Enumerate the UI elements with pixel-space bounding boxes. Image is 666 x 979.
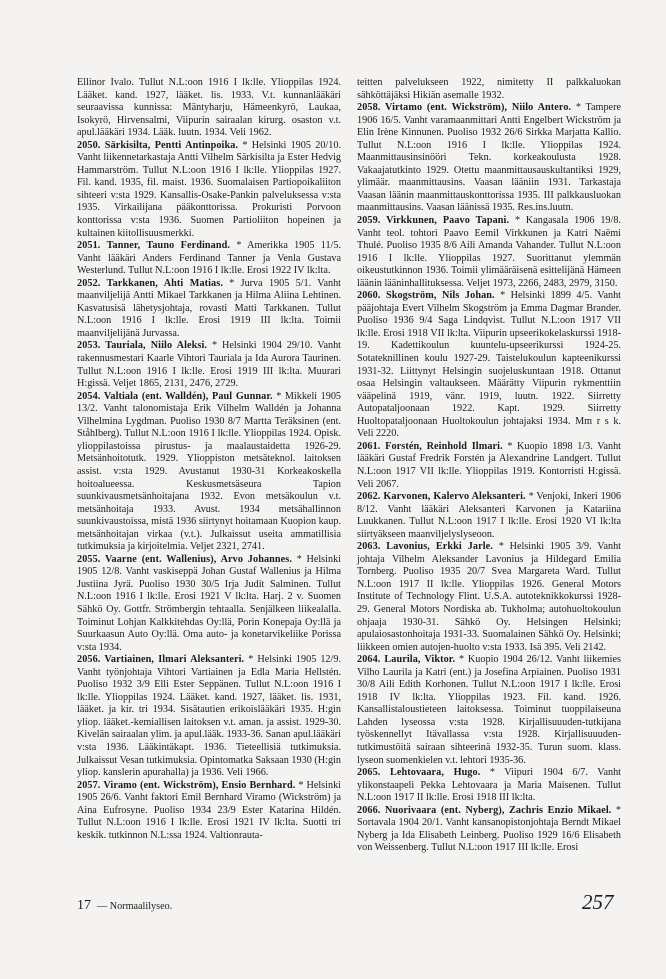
entry-text: * Viipuri 1904 6/7. Vanht ylikonstaapeli Pekka Lehtovaara ja Maria Maisenen. Tullut N.L:oon 1917 II lk:lle. Erosi 1918 III lk:lta. <box>357 767 621 804</box>
biography-entry <box>77 140 341 240</box>
biography-entry <box>357 215 621 290</box>
biography-entry <box>77 654 341 779</box>
entry-text: Ellinor Ivalo. Tullut N.L:oon 1916 I lk:lle. Ylioppilas 1924. Lääket. kand. 1927, lääket. lis. 1933. V.t. kunnanlääkäri seuraavissa kunnissa: Mäntyharju, Hämeenkyrö, Laukaa, Isokyrö, Hirvensalmi, Viipurin sairaalan kirurg. osaston v.t. apul.lääkäri 1934. Lääk. luutn. 1934. Veli 1962. <box>77 77 341 139</box>
entry-text: * Mikkeli 1905 13/2. Vanht talonomistaja Erik Vilhelm Walldén ja Johanna Vilhelmina Lygdman. Puoliso 1930 8/7 Martta Teräksinen (ent. Ståhlberg). Tullut N.L:oon 1916 I lk:lle. Ylioppilas 1924. Opisk. ylioppilastoissa pirustus- ja maalaustaidetta 1926-29. Metsänhoitotutk. 1929. Ylioppiston metsäteknol. laitoksen assist. v:sta 1929. Avustanut 1930-31 Korkeakoskella hoitoalueessa. Keskusmetsäseura Tapion suunkivausmetsänhoitajana 1932. Evon metsäkoulun v.t. metsänhoitaja 1933. Avust. 1934 metsähallinnon suunkivaustoissa, mistä 1936 siirtynyt hoitamaan Kuopion kaup. metsänhoitajan virkaa (v.t.). Julkaissut useita ammatillisia tutkimuksia ja kirjoitelmia. Veljet 2321, 2741. <box>77 390 342 553</box>
entry-heading: 2064. Laurila, Viktor. <box>357 654 456 666</box>
entry-heading: 2050. Särkisilta, Pentti Antinpoika. <box>77 139 239 151</box>
biography-entry <box>357 290 621 441</box>
biography-entry <box>357 805 621 855</box>
biography-entry <box>357 541 621 654</box>
biography-entry <box>77 391 341 554</box>
entry-text: * Helsinki 1905 12/9. Vanht työnjohtaja Vihtori Vartiainen ja Edla Maria Hellstén. Puoliso 1932 3/9 Elli Ester Seppänen. Tullut N.L:oon 1916 I lk:lle. Ylioppilas 1924. Lääket. kand. 1927, lääket. lis. 1931, lääket. ja kir. tri 1934. Sisätautien erikoislääkäri 1935. H:gin yliop. lääket.-kemiallisen laitoksen v.t. aman. ja assist. 1929-30. Kivelän sairaalan ylim. ja apul.lääk. 1933-36. Sanan apul.lääkäri v:sta 1936. Lääkintäkapt. 1936. Tieteellisiä tutkimuksia. Julkaissut Vesan tutkimuksia. Opintomatka Saksaan 1930 (H:gin yliop. kanslerin apurahalla) ja 1936. Veli 1966. <box>77 654 341 779</box>
signature-line <box>77 898 172 914</box>
entry-text: teitten palvelukseen 1922, nimitetty II palkkaluokan sähköttäjäksi Hikiän asemalle 1932. <box>357 77 621 101</box>
entry-heading: 2057. Viramo (ent. Wickström), Ensio Bernhard. <box>77 779 296 791</box>
biography-entry <box>77 340 341 390</box>
signature-text: — Normaalilyseo. <box>97 901 173 912</box>
right-column <box>357 77 621 855</box>
biography-entry <box>77 278 341 341</box>
left-column <box>77 77 341 842</box>
entry-text: * Helsinki 1905 20/10. Vanht liikennetarkastaja Antti Vilhelm Särkisilta ja Ester Hedvig Hammarström. Tullut N.L:oon 1916 I lk:lle. Ylioppilas 1927. Fil. kand. 1935, fil. maist. 1936. Suomalaisen Partiopoikaliiton sihteeri v:sta 1929. Kansallis-Osake-Pankin palveluksessa v:sta 1935. Virkailijana pääkonttorissa. Prokuristi Porvoon konttorissa v:sta 1936. Suomen Partioliiton hopeinen ja kultainen kiitollisuusmerkki. <box>77 139 341 239</box>
entry-heading: 2058. Virtamo (ent. Wickström), Niilo Antero. <box>357 102 572 114</box>
entry-text: * Venjoki, Inkeri 1906 8/12. Vanht lääkäri Aleksanteri Karvonen ja Katariina Luukkanen. Tullut N.L:oon 1917 I lk:lle. Erosi 1920 VI lk:lta siirtyäkseen maanviljelyslyseoon. <box>357 491 622 540</box>
entry-heading: 2065. Lehtovaara, Hugo. <box>357 767 481 779</box>
entry-heading: 2060. Skogström, Nils Johan. <box>357 290 495 302</box>
biography-entry <box>357 654 621 767</box>
entry-text: * Helsinki 1899 4/5. Vanht pääjohtaja Evert Vilhelm Skogström ja Emma Dagmar Brander. Puoliso 1936 9/4 Saga Lindqvist. Tullut N.L:oon 1917 VII lk:lle. Erosi 1918 VII lk:lta. Viipurin upseerikokelaskurssi 1918-19. Kadettikoulun kuuntelu-upseerikurssi 1924-25. Sotateknillinen koulu 1927-29. Taistelukoulun kapteenikurssi 1931-32. Liittynyt Helsingin suojeluskuntaan 1918. Ottanut osaa Helsingin valtaukseen. Määrätty Viipurin rykmenttiin vääpelinä 1919, vänr. 1919, luutn. 1922. Siirretty Autopataljoonaan 1922. Kapt. 1929. Siirretty Huoltopataljoonaan Huoltokoulun johtajaksi 1934. Mm r s k. Veli 2220. <box>357 290 622 440</box>
entry-heading: 2059. Virkkunen, Paavo Tapani. <box>357 215 510 227</box>
entry-text: * Tampere 1906 16/5. Vanht varamaanmittari Antti Engelbert Wickström ja Elin Irène Kinnunen. Puoliso 1932 26/6 Sirkka Marjatta Kallio. Tullut N.L:oon 1916 I lk:lle. Ylioppilas 1924. Maanmittausinsinööri Tekn. korkeakoulusta 1928. Vakaajatutkinto 1929. Otettu maanmittausauskultantiksi 1929, ylimäär. maanmittausins. Vaasan lääniin 1931. Tarkastaja Vaasan läänin maanmittauskonttorissa 1935. III palkkausluokan maanmittausins. Vaasan läänissä 1935. Res.ins.luutn. <box>357 102 621 214</box>
entry-heading: 2063. Lavonius, Erkki Jarle. <box>357 541 493 553</box>
entry-heading: 2051. Tanner, Tauno Ferdinand. <box>77 240 231 252</box>
entry-text: * Helsinki 1905 3/9. Vanht johtaja Vilhelm Aleksander Lavonius ja Hildegard Emilia Tornberg. Puoliso 1935 20/7 Svea Margareta Ward. Tullut N.L:oon 1917 II lk:lle. Ylioppilas 1926. General Motors Institute of Technology Flint. U.S.A. autoteknikkokurssi 1928-29. General Motors Nordiska ab. Tukholma; autohuoltokoulun ohjaaja 1930-31. Sähkö Oy. Helsingen Helsinki; apulaiosastonhoitaja 1931-33. Suomalainen Sähkö Oy. Helsinki; liikkeen omien autojen-huolto v:sta 1933. Isä 395. Veli 2142. <box>357 541 622 653</box>
page-number: 257 <box>582 890 614 914</box>
entry-text: * Helsinki 1905 12/8. Vanht vaskiseppä Johan Gustaf Wallenius ja Hilma Justiina Jyrä. Puoliso 1930 30/5 Irja Judit Salminen. Tullut N.L:oon 1916 I lk:lle. Erosi 1921 V lk:lta. Harj. 2 v. Suomen Sähkö Oy. Gottfr. Strömbergin tehtaalla. Senjälkeen liikealalla. Toiminut Lohjan Kalkkitehdas Oy:llä, Porin Konepaja Oy:llä ja Suurkaasun Auto Oy:llä. Oma auto- ja konetarvikeliike Porissa v:sta 1934. <box>77 553 341 653</box>
biography-entry <box>357 491 621 541</box>
entry-heading: 2055. Vaarne (ent. Wallenius), Arvo Johannes. <box>77 553 293 565</box>
entry-heading: 2062. Karvonen, Kalervo Aleksanteri. <box>357 491 526 503</box>
entry-heading: 2054. Valtiala (ent. Walldén), Paul Gunnar. <box>77 390 273 402</box>
entry-heading: 2066. Nuorivaara (ent. Nyberg), Zachris Enzio Mikael. <box>357 804 612 816</box>
entry-heading: 2061. Forstén, Reinhold Ilmari. <box>357 440 503 452</box>
biography-entry <box>77 77 341 140</box>
signature-number: 17 <box>77 898 91 913</box>
biography-entry <box>357 77 621 102</box>
entry-text: * Kuopio 1898 1/3. Vanht lääkäri Gustaf Fredrik Forstén ja Alexandrine Landgert. Tullut N.L:oon 1917 VII lk:lle. Ylioppilas 1919. Kontorristi H:gissä. Veli 2067. <box>357 440 621 490</box>
entry-text: * Kangasala 1906 19/8. Vanht teol. tohtori Paavo Eemil Virkkunen ja Katri Naëmi Thulé. Puoliso 1935 8/6 Aili Amanda Vahander. Tullut N.L:oon 1916 I lk:lle. Ylioppilas 1927. Suorittanut ylemmän oikeustutkinnon 1936. Toimii ylimääräisenä esittelijänä Hämeen läänin lääninhallituksessa. Veljet 1973, 2266, 2483, 2979, 3150. <box>357 215 621 289</box>
entry-heading: 2052. Tarkkanen, Ahti Matias. <box>77 277 223 289</box>
biography-entry <box>357 767 621 805</box>
biography-entry <box>357 102 621 215</box>
entry-heading: 2056. Vartiainen, Ilmari Aleksanteri. <box>77 654 245 666</box>
biography-entry <box>357 441 621 491</box>
biography-entry <box>77 780 341 843</box>
biography-entry <box>77 554 341 654</box>
entry-heading: 2053. Tauriala, Niilo Aleksi. <box>77 340 208 352</box>
entry-text: * Helsinki 1905 26/6. Vanht faktori Emil Bernhard Viramo (Wickström) ja Aina Eufrosyne. Puoliso 1934 23/9 Ester Katarina Hildén. Tullut N.L:oon 1916 I lk:lle. Erosi 1921 IV lk:lta. Suotti tri keskik. tutkinnon N.L:ssa 1924. Valtionrauta- <box>77 779 341 841</box>
entry-text: * Helsinki 1904 29/10. Vanht rakennusmestari Kaarle Vihtori Tauriala ja Ida Aurora Taurinen. Tullut N.L:oon 1916 I lk:lle. Erosi 1919 III lk:lta. Muurari H:gissä. Veljet 1865, 2131, 2476, 2729. <box>77 340 342 390</box>
entry-text: * Amerikka 1905 11/5. Vanht lääkäri Anders Ferdinand Tanner ja Venla Gustava Westerlund. Tullut N.L:oon 1916 I lk:lle. Erosi 1922 IV lk:lta. <box>77 240 342 277</box>
biography-entry <box>77 240 341 278</box>
entry-text: * Jurva 1905 5/1. Vanht maanviljelijä Antti Mikael Tarkkanen ja Hilma Aliina Lehtinen. Kasvatusisä lähetysjohtaja, rovasti Matti Tarkkanen. Tullut N.L:oon 1916 I lk:lle. Erosi 1919 III lk:lta. Toimii maanviljelijänä Jurvassa. <box>77 277 342 339</box>
entry-text: * Kuopio 1904 26/12. Vanht liikemies Vilho Laurila ja Katri (ent.) ja Josefina Arpiainen. Puoliso 1931 30/8 Aili Edith Korhonen. Tullut N.L:oon 1917 I lk:lle. Erosi 1918 IV lk:lta. Ylioppilas 1923. Fil. kand. 1926. Kansallistaloustieteen laitoksessa. Toiminut tuoppilaiseuna Lahden lyseossa v:sta 1928. Kirjallisuuuden-tutkijana työskennellyt Itävallassa v:sta 1928. Kirjallisuuuden-tutkimustöitä sairaan sihteerinä 1932-35. Turun suom. klass. lyseon suomenkielen v.t. lehtori 1935-36. <box>357 654 621 766</box>
entry-text: * Sortavala 1904 20/1. Vanht kansanopistonjohtaja Berndt Mikael Nyberg ja Ida Elisabeth Leinberg. Puoliso 1929 16/6 Elisabeth von Weissenberg. Tullut N.L:oon 1917 III lk:lle. Erosi <box>357 804 621 854</box>
